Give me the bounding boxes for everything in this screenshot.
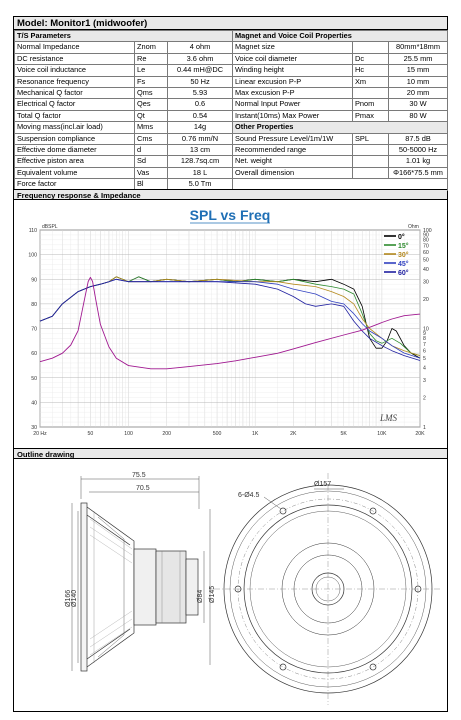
dim-d84: Ø84: [197, 589, 204, 603]
ts-param-symbol: Znom: [135, 42, 168, 53]
ts-param-value: 4 ohm: [168, 42, 233, 53]
legend-label: 15°: [398, 243, 409, 250]
spec-row: [15, 76, 448, 87]
y2-tick-label: 3: [423, 378, 426, 385]
spec-row: [15, 122, 448, 133]
ts-param-symbol: Vas: [135, 167, 168, 178]
dim-d140: Ø140: [71, 589, 78, 607]
ts-param-name: Effective dome diameter: [15, 145, 135, 156]
other-header: Other Properties: [233, 122, 448, 133]
ts-param-name: Equivalent volume: [15, 167, 135, 178]
prop-value: 1.01 kg: [389, 156, 448, 167]
outline-section-header: Outline drawing: [14, 448, 447, 459]
ts-param-symbol: Qms: [135, 88, 168, 99]
dim-d145: Ø145: [209, 585, 216, 603]
ts-param-symbol: Qes: [135, 99, 168, 110]
spec-row: [15, 110, 448, 121]
ts-param-symbol: Fs: [135, 76, 168, 87]
ts-param-name: Force factor: [15, 179, 135, 190]
x-tick-label: 20K: [415, 431, 425, 437]
spec-row: [15, 167, 448, 178]
prop-name: Winding height: [233, 65, 353, 76]
y-tick-label: 110: [28, 228, 37, 234]
prop-name: Recommended range: [233, 145, 353, 156]
x-tick-label: 2K: [290, 431, 297, 437]
y2-tick-label: 30: [423, 279, 429, 286]
y-tick-label: 80: [31, 301, 37, 308]
y2-tick-label: 8: [423, 336, 426, 343]
ts-param-symbol: Sd: [135, 156, 168, 167]
y2-tick-label: 100: [423, 228, 432, 234]
spec-row: [15, 88, 448, 99]
ts-param-symbol: Cms: [135, 133, 168, 144]
ts-param-name: Resonance frequency: [15, 76, 135, 87]
side-view: [72, 476, 210, 671]
y2-tick-label: 70: [423, 243, 429, 250]
prop-symbol: Pmax: [353, 110, 389, 121]
ts-param-value: 128.7sq.cm: [168, 156, 233, 167]
prop-value: 15 mm: [389, 65, 448, 76]
x-tick-label: 50: [87, 431, 94, 437]
y-tick-label: 50: [31, 375, 37, 382]
ts-param-value: 14g: [168, 122, 233, 133]
y-tick-label: 60: [31, 351, 37, 358]
ts-param-value: 0.54: [168, 110, 233, 121]
y-tick-label: 40: [31, 400, 37, 407]
spl-chart: [14, 200, 447, 448]
legend-label: 45°: [398, 261, 409, 268]
prop-name: Net. weight: [233, 156, 353, 167]
dim-holes: 6-Ø4.5: [238, 492, 260, 499]
x-tick-label: 500: [212, 431, 222, 437]
ts-param-name: Total Q factor: [15, 110, 135, 121]
spec-row: [15, 99, 448, 110]
y2-tick-label: 1: [423, 425, 426, 431]
y-tick-label: 90: [31, 277, 37, 284]
dim-depth: 75.5: [132, 472, 146, 479]
model-title: Model: Monitor1 (midwoofer): [14, 17, 447, 30]
prop-symbol: [353, 88, 389, 99]
prop-name: Max excusion P-P: [233, 88, 353, 99]
ts-param-value: 3.6 ohm: [168, 53, 233, 64]
ts-param-value: 5.93: [168, 88, 233, 99]
prop-name: Overall dimension: [233, 167, 353, 178]
prop-value: 80 W: [389, 110, 448, 121]
ts-param-name: Effective piston area: [15, 156, 135, 167]
prop-value: 80mm*18mm: [389, 42, 448, 53]
prop-name: Magnet size: [233, 42, 353, 53]
y2-tick-label: 60: [423, 249, 429, 256]
y2-tick-label: 50: [423, 257, 429, 264]
spec-row: [15, 53, 448, 64]
y2-tick-label: 40: [423, 267, 429, 274]
prop-name: Voice coil diameter: [233, 53, 353, 64]
prop-name: Instant(10ms) Max Power: [233, 110, 353, 121]
dim-d166: Ø166: [65, 589, 72, 607]
prop-symbol: [353, 167, 389, 178]
x-tick-label: 5K: [340, 431, 347, 437]
dim-depth-inner: 70.5: [136, 485, 150, 492]
y-tick-label: 100: [28, 252, 37, 259]
spec-row: [15, 156, 448, 167]
spec-row: [15, 65, 448, 76]
prop-value: 25.5 mm: [389, 53, 448, 64]
front-view: [214, 473, 442, 705]
ts-param-name: Suspension compliance: [15, 133, 135, 144]
ts-param-name: DC resistance: [15, 53, 135, 64]
y2-tick-label: 4: [423, 365, 426, 372]
prop-symbol: [353, 156, 389, 167]
x-tick-label: 1K: [252, 431, 259, 437]
prop-name: Sound Pressure Level/1m/1W: [233, 133, 353, 144]
legend-label: 60°: [398, 270, 409, 277]
right-unit: Ohm: [408, 224, 419, 230]
x-tick-label: 200: [162, 431, 171, 437]
prop-symbol: SPL: [353, 133, 389, 144]
ts-param-symbol: Le: [135, 65, 168, 76]
y2-tick-label: 7: [423, 341, 426, 348]
spec-table: [14, 30, 448, 191]
y-tick-label: 70: [31, 326, 37, 333]
ts-param-value: 50 Hz: [168, 76, 233, 87]
prop-symbol: Pnom: [353, 99, 389, 110]
prop-name: Normal Input Power: [233, 99, 353, 110]
spec-row: [15, 133, 448, 144]
mag-header: Magnet and Voice Coil Properties: [233, 31, 448, 42]
prop-value: 20 mm: [389, 88, 448, 99]
prop-name: Linear excusion P-P: [233, 76, 353, 87]
y2-tick-label: 2: [423, 395, 426, 402]
prop-symbol: Dc: [353, 53, 389, 64]
ts-param-name: Electrical Q factor: [15, 99, 135, 110]
prop-value: 10 mm: [389, 76, 448, 87]
y-tick-label: 30: [31, 425, 37, 431]
ts-header: T/S Parameters: [15, 31, 233, 42]
watermark: LMS: [380, 413, 398, 423]
ts-param-symbol: Bl: [135, 179, 168, 190]
freq-section-header: Frequency response & Impedance: [14, 189, 447, 200]
dim-d157: Ø157: [314, 481, 332, 488]
ts-param-name: Moving mass(incl.air load): [15, 122, 135, 133]
x-tick-label: 100: [124, 431, 133, 437]
ts-param-symbol: d: [135, 145, 168, 156]
ts-param-symbol: Re: [135, 53, 168, 64]
ts-param-value: 13 cm: [168, 145, 233, 156]
y2-tick-label: 9: [423, 331, 426, 338]
chart-title: SPL vs Freq: [189, 207, 271, 223]
y2-tick-label: 6: [423, 348, 426, 355]
y2-tick-label: 20: [423, 296, 429, 303]
ts-param-value: 0.76 mm/N: [168, 133, 233, 144]
left-unit: dBSPL: [42, 224, 58, 230]
outline-drawing: [14, 459, 447, 711]
prop-symbol: [353, 145, 389, 156]
ts-param-value: 5.0 Tm: [168, 179, 233, 190]
ts-param-symbol: Mms: [135, 122, 168, 133]
datasheet: [13, 16, 448, 712]
ts-param-name: Voice coil inductance: [15, 65, 135, 76]
prop-symbol: Hc: [353, 65, 389, 76]
prop-symbol: Xm: [353, 76, 389, 87]
x-tick-label: 10K: [377, 431, 387, 437]
prop-value: 50-5000 Hz: [389, 145, 448, 156]
ts-param-value: 0.44 mH@DC: [168, 65, 233, 76]
prop-value: Φ166*75.5 mm: [389, 167, 448, 178]
y2-tick-label: 5: [423, 356, 426, 363]
prop-value: 30 W: [389, 99, 448, 110]
ts-param-name: Normal Impedance: [15, 42, 135, 53]
ts-param-name: Mechanical Q factor: [15, 88, 135, 99]
ts-param-symbol: Qt: [135, 110, 168, 121]
spec-row: [15, 145, 448, 156]
prop-value: 87.5 dB: [389, 133, 448, 144]
legend-label: 30°: [398, 252, 409, 259]
y2-tick-label: 80: [423, 237, 429, 244]
legend-label: 0°: [398, 234, 405, 241]
y2-tick-label: 10: [423, 326, 429, 333]
ts-param-value: 0.6: [168, 99, 233, 110]
ts-param-value: 18 L: [168, 167, 233, 178]
y2-tick-label: 90: [423, 232, 429, 239]
spec-row: [15, 42, 448, 53]
x-tick-label: 20 Hz: [33, 431, 47, 437]
prop-symbol: [353, 42, 389, 53]
